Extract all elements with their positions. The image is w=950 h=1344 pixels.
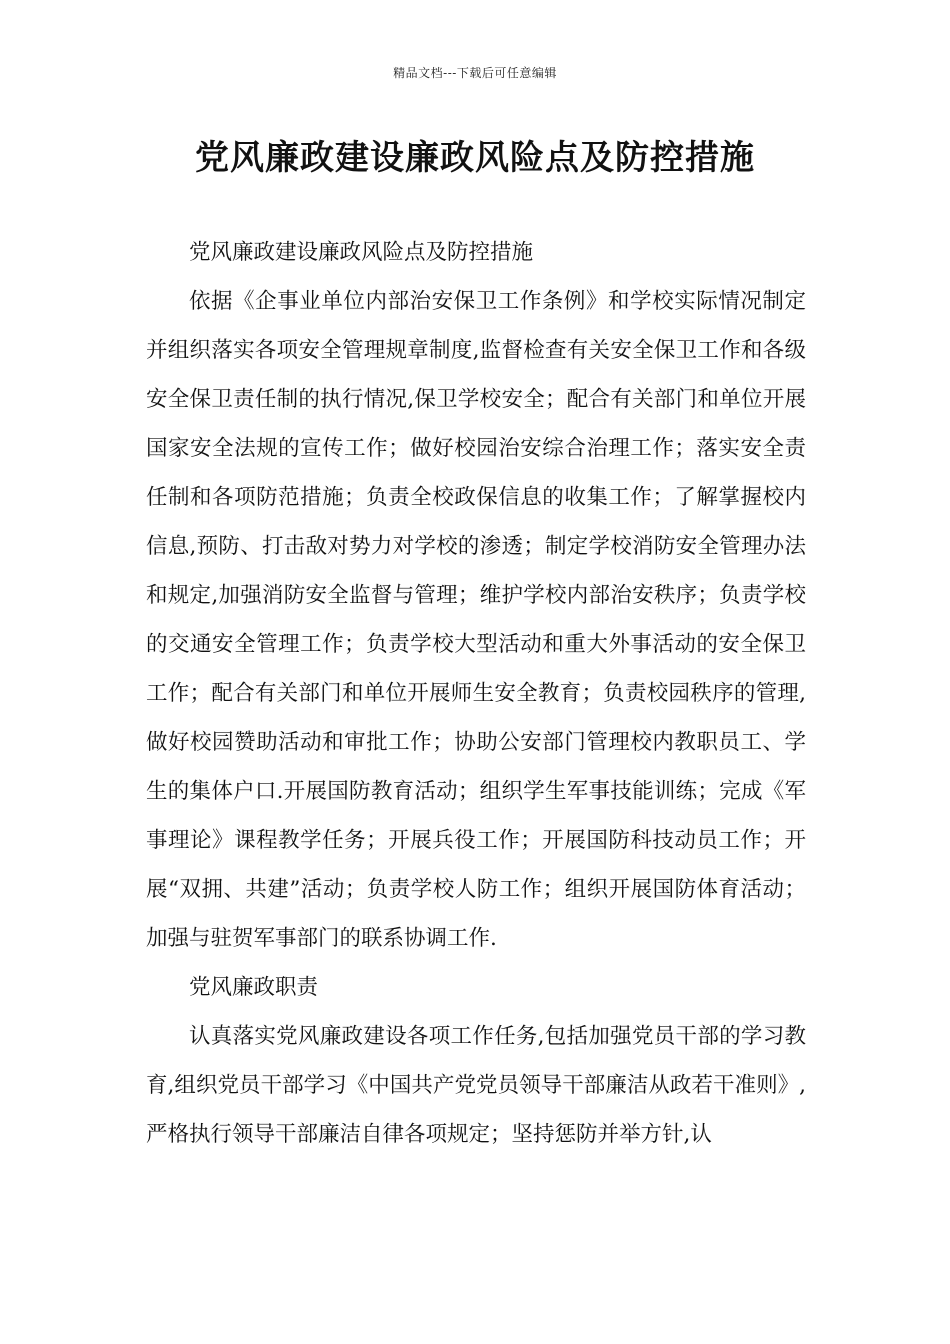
paragraph-subtitle: 党风廉政建设廉政风险点及防控措施 <box>189 240 534 265</box>
header-note: 精品文档---下载后可任意编辑 <box>393 66 557 80</box>
paragraph-duties: 依据《企事业单位内部治安保卫工作条例》和学校实际情况制定并组织落实各项安全管理规章制度,监督检查有关安全保卫工作和各级安全保卫责任制的执行情况,保卫学校安全；配合有关部门和单位开展国家安全法规的宣传工作；做好校园治安综合治理工作；落实安全责任制和各项防范措施；负责全校政保信息的收集工作；了解掌握校内信息,预防、打击敌对势力对学校的渗透；制定学校消防安全管理办法和规定,加强消防安全监督与管理；维护学校内部治安秩序；负责学校的交通安全管理工作；负责学校大型活动和重大外事活动的安全保卫工作；配合有关部门和单位开展师生安全教育；负责校园秩序的管理,做好校园赞助活动和审批工作；协助公安部门管理校内教职员工、学生的集体户口.开展国防教育活动；组织学生军事技能训练；完成《军事理论》课程教学任务；开展兵役工作；开展国防科技动员工作；开展“双拥、共建”活动；负责学校人防工作；组织开展国防体育活动；加强与驻贺军事部门的联系协调工作. <box>146 289 806 951</box>
paragraph-section-heading: 党风廉政职责 <box>189 975 319 1000</box>
document-title: 党风廉政建设廉政风险点及防控措施 <box>195 138 755 178</box>
document-body <box>146 228 806 1159</box>
paragraph-responsibilities: 认真落实党风廉政建设各项工作任务,包括加强党员干部的学习教育,组织党员干部学习《中国共产党党员领导干部廉洁从政若干准则》,严格执行领导干部廉洁自律各项规定；坚持惩防并举方针,认 <box>146 1024 806 1147</box>
